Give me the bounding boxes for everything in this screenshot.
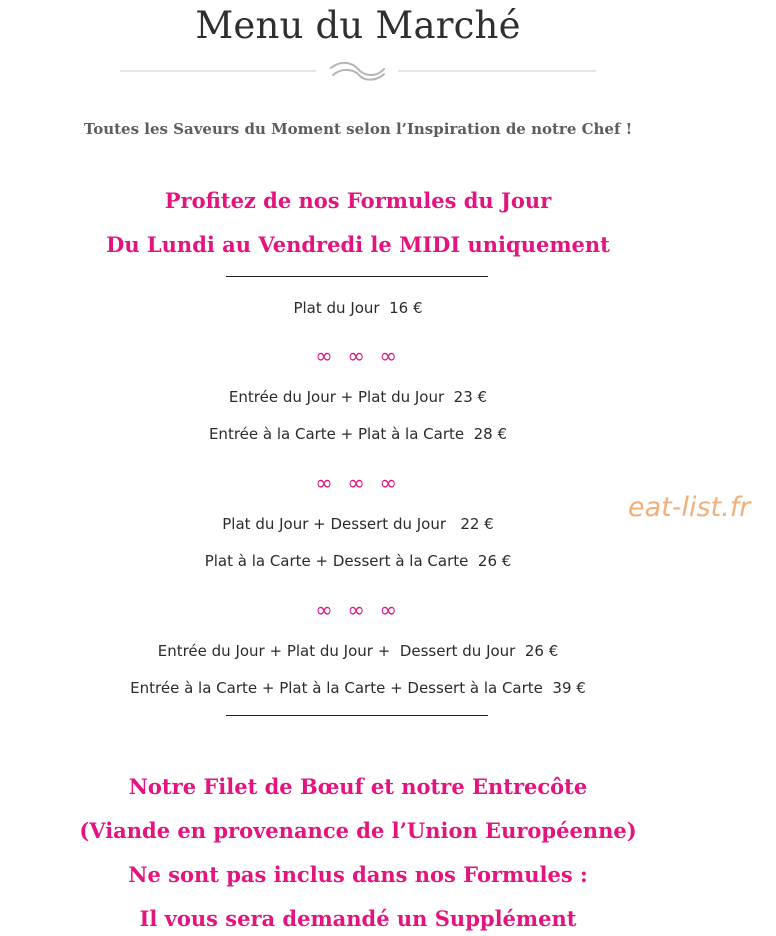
menu-line-plat-du-jour: Plat du Jour 16 € [293, 299, 423, 317]
infinity-separator: ∞ ∞ ∞ [315, 598, 401, 622]
page-title: Menu du Marché [195, 4, 521, 47]
chef-tagline: Toutes les Saveurs du Moment selon l’Inspiration de notre Chef ! [83, 120, 633, 138]
supplement-line: (Viande en provenance de l’Union Européenne) [79, 818, 637, 843]
formules-heading: Profitez de nos Formules du Jour [164, 188, 552, 213]
infinity-separator: ∞ ∞ ∞ [315, 471, 401, 495]
section-rule-bottom [226, 715, 488, 716]
menu-line: Entrée à la Carte + Plat à la Carte + Dessert à la Carte 39 € [130, 679, 586, 697]
supplement-line: Il vous sera demandé un Supplément [139, 906, 577, 931]
section-rule-top [226, 276, 488, 277]
menu-line: Entrée du Jour + Plat du Jour + Dessert du Jour 26 € [157, 642, 559, 660]
title-ornament-divider [120, 58, 596, 84]
ornament-swirl-icon [331, 63, 384, 80]
menu-line: Plat à la Carte + Dessert à la Carte 26 € [204, 552, 512, 570]
menu-line: Entrée à la Carte + Plat à la Carte 28 € [208, 425, 508, 443]
supplement-line: Ne sont pas inclus dans nos Formules : [128, 862, 588, 887]
menu-line: Plat du Jour + Dessert du Jour 22 € [222, 515, 494, 533]
supplement-line: Notre Filet de Bœuf et notre Entrecôte [128, 774, 588, 799]
formules-schedule: Du Lundi au Vendredi le MIDI uniquement [106, 232, 610, 257]
watermark-text: eat-list.fr [628, 492, 751, 523]
infinity-separator: ∞ ∞ ∞ [315, 344, 401, 368]
menu-line: Entrée du Jour + Plat du Jour 23 € [228, 388, 488, 406]
